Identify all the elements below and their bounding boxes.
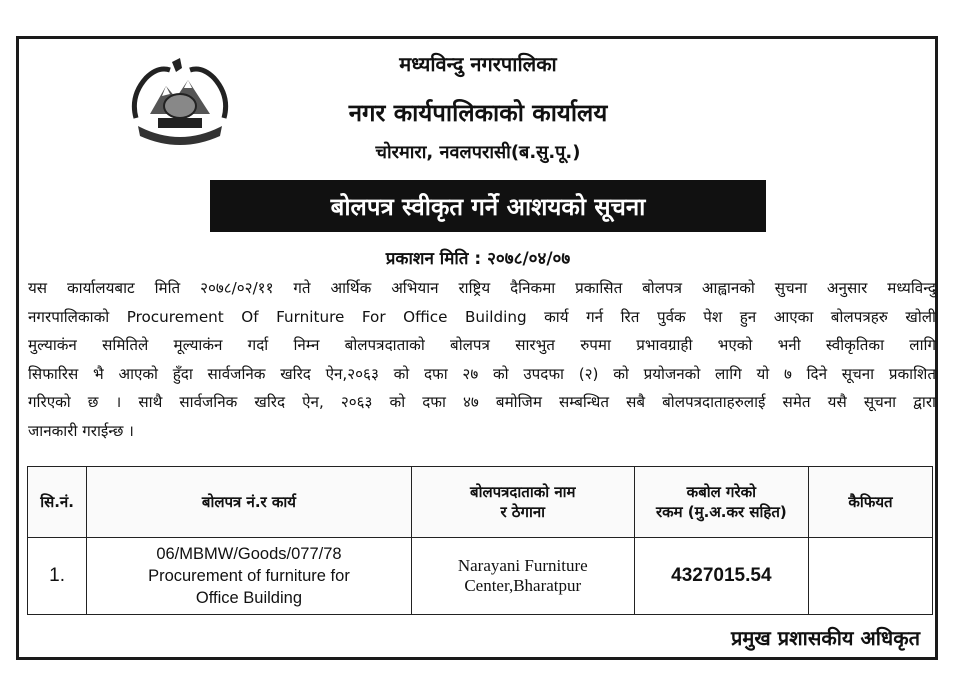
notice-title: बोलपत्र स्वीकृत गर्ने आशयको सूचना	[210, 180, 766, 232]
header-bidder-line2: र ठेगाना	[500, 503, 546, 521]
header-bidder-line1: बोलपत्रदाताको नाम	[470, 483, 576, 501]
notice-body-line: यस कार्यालयबाट मिति २०७८/०२/११ गते आर्थिक अभियान राष्ट्रिय दैनिकमा प्रकासित बोलपत्र आह्वानको सुचना अनुसार मध्यविन्दु	[28, 279, 936, 297]
notice-body-line: सिफारिस भै आएको हुँदा सार्वजनिक खरिद ऐन,२०६३ को दफा २७ को उपदफा (२) को प्रयोजनको लागि यो ७ दिने सूचना प्रकाशित	[28, 364, 936, 383]
notice-body-line: नगरपालिकाको Procurement Of Furniture For Office Building कार्य गर्न रित पुर्वक पेश हुन आएका बोलपत्रहरु खोली	[28, 307, 936, 326]
header-amount-line2: रकम (मु.अ.कर सहित)	[655, 503, 787, 521]
header-bidder	[411, 467, 634, 538]
cell-bidder	[411, 538, 634, 615]
cell-contract	[87, 538, 412, 615]
bidder-name: Narayani Furniture	[457, 556, 588, 575]
contract-title-line: Office Building	[195, 589, 302, 607]
office-address: चोरमारा, नवलपरासी(ब.सु.पू.)	[375, 142, 581, 163]
cell-remarks	[808, 538, 932, 615]
cell-sn: 1.	[28, 538, 87, 615]
bidder-address: Center,Bharatpur	[464, 576, 582, 595]
contract-title-line: Procurement of furniture for	[148, 567, 350, 585]
signature-title: प्रमुख प्रशासकीय अधिकृत	[731, 626, 920, 650]
publication-date: प्रकाशन मिति : २०७८/०४/०७	[385, 249, 571, 269]
office-name: नगर कार्यपालिकाको कार्यालय	[348, 99, 608, 127]
municipality-name: मध्यविन्दु नगरपालिका	[399, 52, 557, 76]
table-header-row	[28, 467, 933, 538]
notice-body-line: गरिएको छ । साथै सार्वजनिक खरिद ऐन, २०६३ को दफा ४७ बमोजिम सम्बन्धित सबै बोलपत्रदाताहरुलाई समेत यसै सूचना द्वारा	[28, 393, 936, 411]
header-amount	[634, 467, 808, 538]
notice-body	[28, 274, 936, 445]
bid-table	[27, 466, 933, 615]
cell-amount: 4327015.54	[634, 538, 808, 615]
notice-body-line: मुल्याकंन समितिले मूल्याकंन गर्दा निम्न बोलपत्रदाताको बोलपत्र सारभुत रुपमा प्रभावग्राही भएको भनी स्वीकृतिका लागि	[28, 336, 936, 354]
notice-body-line: जानकारी गराईन्छ ।	[28, 421, 134, 440]
header-amount-line1: कबोल गरेको	[686, 483, 757, 501]
header-contract: बोलपत्र नं.र कार्य	[87, 467, 412, 538]
contract-number: 06/MBMW/Goods/077/78	[156, 545, 342, 563]
header-remarks: कैफियत	[808, 467, 932, 538]
header-sn: सि.नं.	[28, 467, 87, 538]
table-row	[28, 538, 933, 615]
